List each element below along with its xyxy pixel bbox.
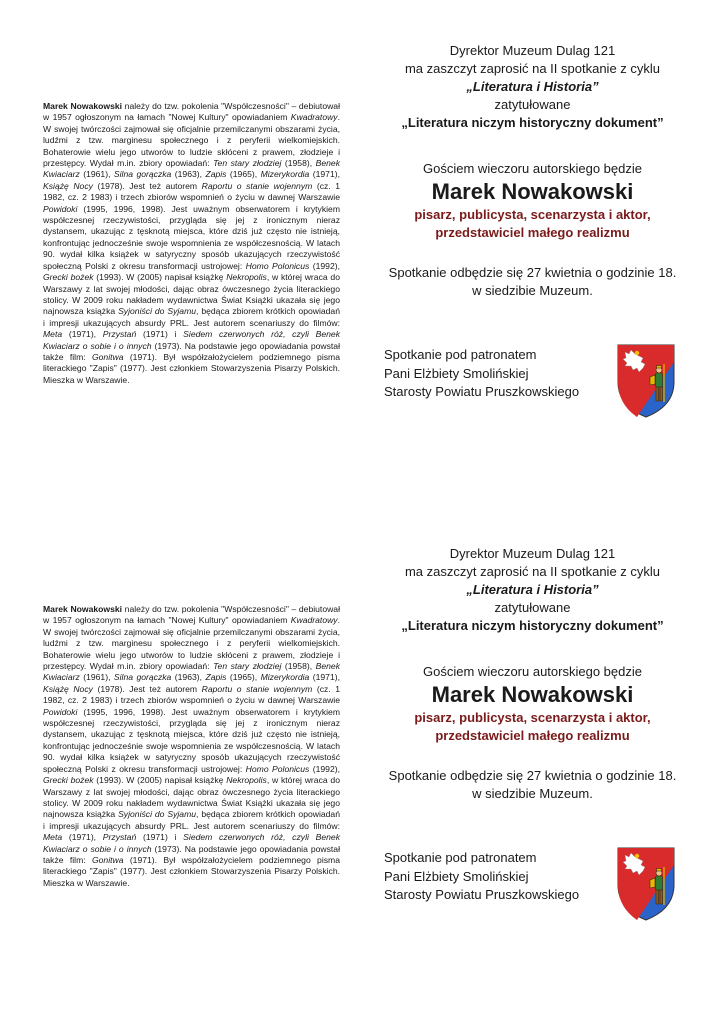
bio-text: (1978). Jest też autorem	[92, 683, 202, 694]
bio-work-title: Grecki bożek	[43, 775, 94, 786]
patron-line: Spotkanie pod patronatem	[384, 347, 537, 362]
guest-role: przedstawiciel małego realizmu	[435, 225, 630, 240]
invitation-header	[370, 42, 695, 132]
meeting-title: „Literatura niczym historyczny dokument”	[401, 618, 664, 633]
guest-name: Marek Nowakowski	[431, 179, 634, 204]
guest-role: pisarz, publicysta, scenarzysta i aktor,	[414, 710, 651, 725]
bio-text: (1971) i	[136, 329, 184, 340]
bio-text: należy do tzw. pokolenia "Współczesności" – debiutował w 1957 ogłoszonym na łamach "Nowej Kultury" opowiadaniem	[43, 101, 340, 123]
patronage	[384, 849, 579, 905]
bio-text: (1965),	[226, 169, 261, 180]
bio-text: , będąca zbiorem krótkich opowiadań i impresji ukazujących absurdy PRL. Jest autorem scenariuszy do filmów:	[43, 809, 340, 831]
bio-text: . W swojej twórczości zajmował się oficjalnie przemilczanymi obszarami życia, ludźmi z tzw. marginesu społecznego i z peryferii wielkomiejskich. Bohaterowie wielu jego utworów to ludzie skłóceni z prawem, złodzieje i przestępcy. Wydał m.in. zbiory opowiadań:	[43, 615, 340, 672]
bio-work-title: Kwadratowy	[290, 112, 338, 123]
bio-work-title: Przystań	[102, 832, 137, 843]
bio-work-title: Nekropolis	[226, 272, 267, 283]
bio-text: (cz. 1 1982, cz. 2 1983) i trzech zbiorów wspomnień o życiu w dawnej Warszawie	[43, 180, 341, 203]
bio-author-name: Marek Nowakowski	[43, 604, 123, 614]
titled-line: zatytułowane	[494, 97, 571, 112]
bio-work-title: Książę Nocy	[43, 683, 93, 694]
bio-work-title: Ten stary złodziej	[213, 661, 282, 672]
bio-work-title: Raportu o stanie wojennym	[201, 180, 313, 191]
invite-line: ma zaszczyt zaprosić na II spotkanie z cyklu	[404, 61, 661, 76]
bio-text: (1963),	[171, 672, 206, 683]
bio-text: (1971),	[62, 832, 103, 843]
director-line: Dyrektor Muzeum Dulag 121	[449, 43, 616, 58]
bio-work-title: Gonitwa	[91, 351, 124, 362]
bio-text: (1995, 1996, 1998). Jest uważnym obserwatorem i krytykiem współczesnej rzeczywistości, przygląda się jej z ironicznym nieraz dystansem, ukazując z tęsknotą miejsca, które dziś już często nie istnieją, konfrontując jednocześnie swoje wspomnienia ze współczesnością. W latach 90. wydał kilka książek w satyryczny sposób ukazujących rzeczywistość społeczną Polski z okresu transformacji ustrojowej:	[43, 203, 340, 271]
bio-work-title: Syjoniści do Syjamu	[118, 809, 197, 820]
patron-office: Starosty Powiatu Pruszkowskiego	[384, 887, 580, 902]
bio-work-title: Siedem czerwonych róż, czyli Benek Kwiaciarz o sobie i o innych	[43, 832, 340, 854]
guest-line: Gościem wieczoru autorskiego będzie	[423, 664, 642, 679]
bio-text: , w której wraca do Warszawy z lat swojej młodości, dając obraz ówczesnego życia literackiego stolicy. W 2009 roku nakładem wydawnictwa Świat Książki ukazała się jego najnowsza książka	[43, 775, 340, 820]
bio-work-title: Meta	[43, 329, 63, 340]
patron-office: Starosty Powiatu Pruszkowskiego	[384, 384, 580, 399]
bio-work-title: Homo Polonicus	[245, 260, 310, 271]
patronage	[384, 346, 579, 402]
bio-text: (1993). W (2005) napisał książkę	[93, 775, 227, 786]
bio-work-title: Syjoniści do Syjamu	[118, 306, 197, 317]
guest-role: przedstawiciel małego realizmu	[435, 728, 630, 743]
bio-work-title: Homo Polonicus	[245, 763, 310, 774]
bio-work-title: Benek Kwiaciarz	[43, 158, 340, 180]
bio-text: (1971). Był współzałożycielem podziemnego pisma literackiego "Zapis" (1977). Jest członkiem Stowarzyszenia Pisarzy Polskich. Mieszka w Warszawie.	[43, 854, 340, 888]
bio-work-title: Mizerykordia	[260, 169, 310, 180]
author-biography	[43, 604, 340, 889]
bio-text: (1992),	[309, 260, 340, 271]
bio-work-title: Zapis	[205, 672, 227, 683]
bio-work-title: Siedem czerwonych róż, czyli Benek Kwiaciarz o sobie i o innych	[43, 329, 340, 351]
patron-name: Pani Elżbiety Smolińskiej	[384, 365, 529, 381]
bio-text: (cz. 1 1982, cz. 2 1983) i trzech zbiorów wspomnień o życiu w dawnej Warszawie	[43, 683, 341, 706]
titled-line: zatytułowane	[494, 600, 571, 615]
bio-work-title: Kwadratowy	[290, 615, 338, 626]
director-line: Dyrektor Muzeum Dulag 121	[449, 546, 616, 561]
bio-author-name: Marek Nowakowski	[43, 101, 123, 111]
bio-work-title: Benek Kwiaciarz	[43, 661, 340, 683]
bio-text: (1971),	[309, 672, 340, 683]
bio-text: (1971) i	[136, 832, 184, 843]
bio-work-title: Mizerykordia	[260, 672, 310, 683]
meeting-details	[370, 264, 695, 300]
bio-text: . W swojej twórczości zajmował się oficjalnie przemilczanymi obszarami życia, ludźmi z tzw. marginesu społecznego i z peryferii wielkomiejskich. Bohaterowie wielu jego utworów to ludzie skłóceni z prawem, złodzieje i przestępcy. Wydał m.in. zbiory opowiadań:	[43, 112, 340, 169]
guest-line: Gościem wieczoru autorskiego będzie	[423, 161, 642, 176]
bio-text: (1971),	[62, 329, 103, 340]
bio-work-title: Raportu o stanie wojennym	[201, 683, 313, 694]
meeting-date-line: Spotkanie odbędzie się 27 kwietnia o godzinie 18.	[388, 265, 677, 280]
meeting-place-line: w siedzibie Muzeum.	[472, 283, 593, 298]
bio-text: (1965),	[226, 672, 261, 683]
meeting-details	[370, 767, 695, 803]
meeting-date-line: Spotkanie odbędzie się 27 kwietnia o godzinie 18.	[388, 768, 677, 783]
meeting-place-line: w siedzibie Muzeum.	[472, 786, 593, 801]
meeting-title: „Literatura niczym historyczny dokument”	[401, 115, 664, 130]
bio-text: (1958),	[281, 661, 316, 672]
bio-text: należy do tzw. pokolenia "Współczesności" – debiutował w 1957 ogłoszonym na łamach "Nowej Kultury" opowiadaniem	[43, 604, 340, 626]
invitation-block	[0, 0, 725, 500]
bio-work-title: Książę Nocy	[43, 180, 93, 191]
bio-work-title: Meta	[43, 832, 63, 843]
patron-name: Pani Elżbiety Smolińskiej	[384, 868, 529, 884]
bio-text: (1993). W (2005) napisał książkę	[93, 272, 227, 283]
invite-line: ma zaszczyt zaprosić na II spotkanie z cyklu	[404, 564, 661, 579]
guest-role: pisarz, publicysta, scenarzysta i aktor,	[414, 207, 651, 222]
bio-work-title: Silna gorączka	[113, 672, 172, 683]
cycle-name: „Literatura i Historia”	[466, 582, 599, 597]
coat-of-arms-icon	[617, 847, 675, 921]
bio-text: , w której wraca do Warszawy z lat swojej młodości, dając obraz ówczesnego życia literackiego stolicy. W 2009 roku nakładem wydawnictwa Świat Książki ukazała się jego najnowsza książka	[43, 272, 340, 317]
bio-text: (1971). Był współzałożycielem podziemnego pisma literackiego "Zapis" (1977). Jest członkiem Stowarzyszenia Pisarzy Polskich. Mieszka w Warszawie.	[43, 351, 340, 385]
guest-name: Marek Nowakowski	[431, 682, 634, 707]
invitation-block	[0, 503, 725, 1003]
bio-text: , będąca zbiorem krótkich opowiadań i impresji ukazujących absurdy PRL. Jest autorem scenariuszy do filmów:	[43, 306, 340, 328]
bio-work-title: Powidoki	[43, 706, 78, 717]
bio-work-title: Zapis	[205, 169, 227, 180]
guest-section	[370, 663, 695, 745]
bio-text: (1995, 1996, 1998). Jest uważnym obserwatorem i krytykiem współczesnej rzeczywistości, przygląda się jej z ironicznym nieraz dystansem, ukazując z tęsknotą miejsca, które dziś już często nie istnieją, konfrontując jednocześnie swoje wspomnienia ze współczesnością. W latach 90. wydał kilka książek w satyryczny sposób ukazujących rzeczywistość społeczną Polski z okresu transformacji ustrojowej:	[43, 706, 340, 774]
bio-text: (1978). Jest też autorem	[92, 180, 202, 191]
bio-text: (1958),	[281, 158, 316, 169]
cycle-name: „Literatura i Historia”	[466, 79, 599, 94]
bio-text: (1963),	[171, 169, 206, 180]
bio-text: (1992),	[309, 763, 340, 774]
bio-text: (1971),	[309, 169, 340, 180]
invitation-header	[370, 545, 695, 635]
bio-work-title: Gonitwa	[91, 854, 124, 865]
bio-text: (1961),	[79, 169, 114, 180]
bio-work-title: Ten stary złodziej	[213, 158, 282, 169]
bio-text: (1973). Na podstawie jego opowiadania powstał także film:	[43, 843, 340, 865]
bio-work-title: Nekropolis	[226, 775, 267, 786]
patron-line: Spotkanie pod patronatem	[384, 850, 537, 865]
bio-text: (1961),	[79, 672, 114, 683]
bio-work-title: Przystań	[102, 329, 137, 340]
bio-work-title: Grecki bożek	[43, 272, 94, 283]
author-biography	[43, 101, 340, 386]
coat-of-arms-icon	[617, 344, 675, 418]
guest-section	[370, 160, 695, 242]
bio-work-title: Powidoki	[43, 203, 78, 214]
bio-work-title: Silna gorączka	[113, 169, 172, 180]
bio-text: (1973). Na podstawie jego opowiadania powstał także film:	[43, 340, 340, 362]
